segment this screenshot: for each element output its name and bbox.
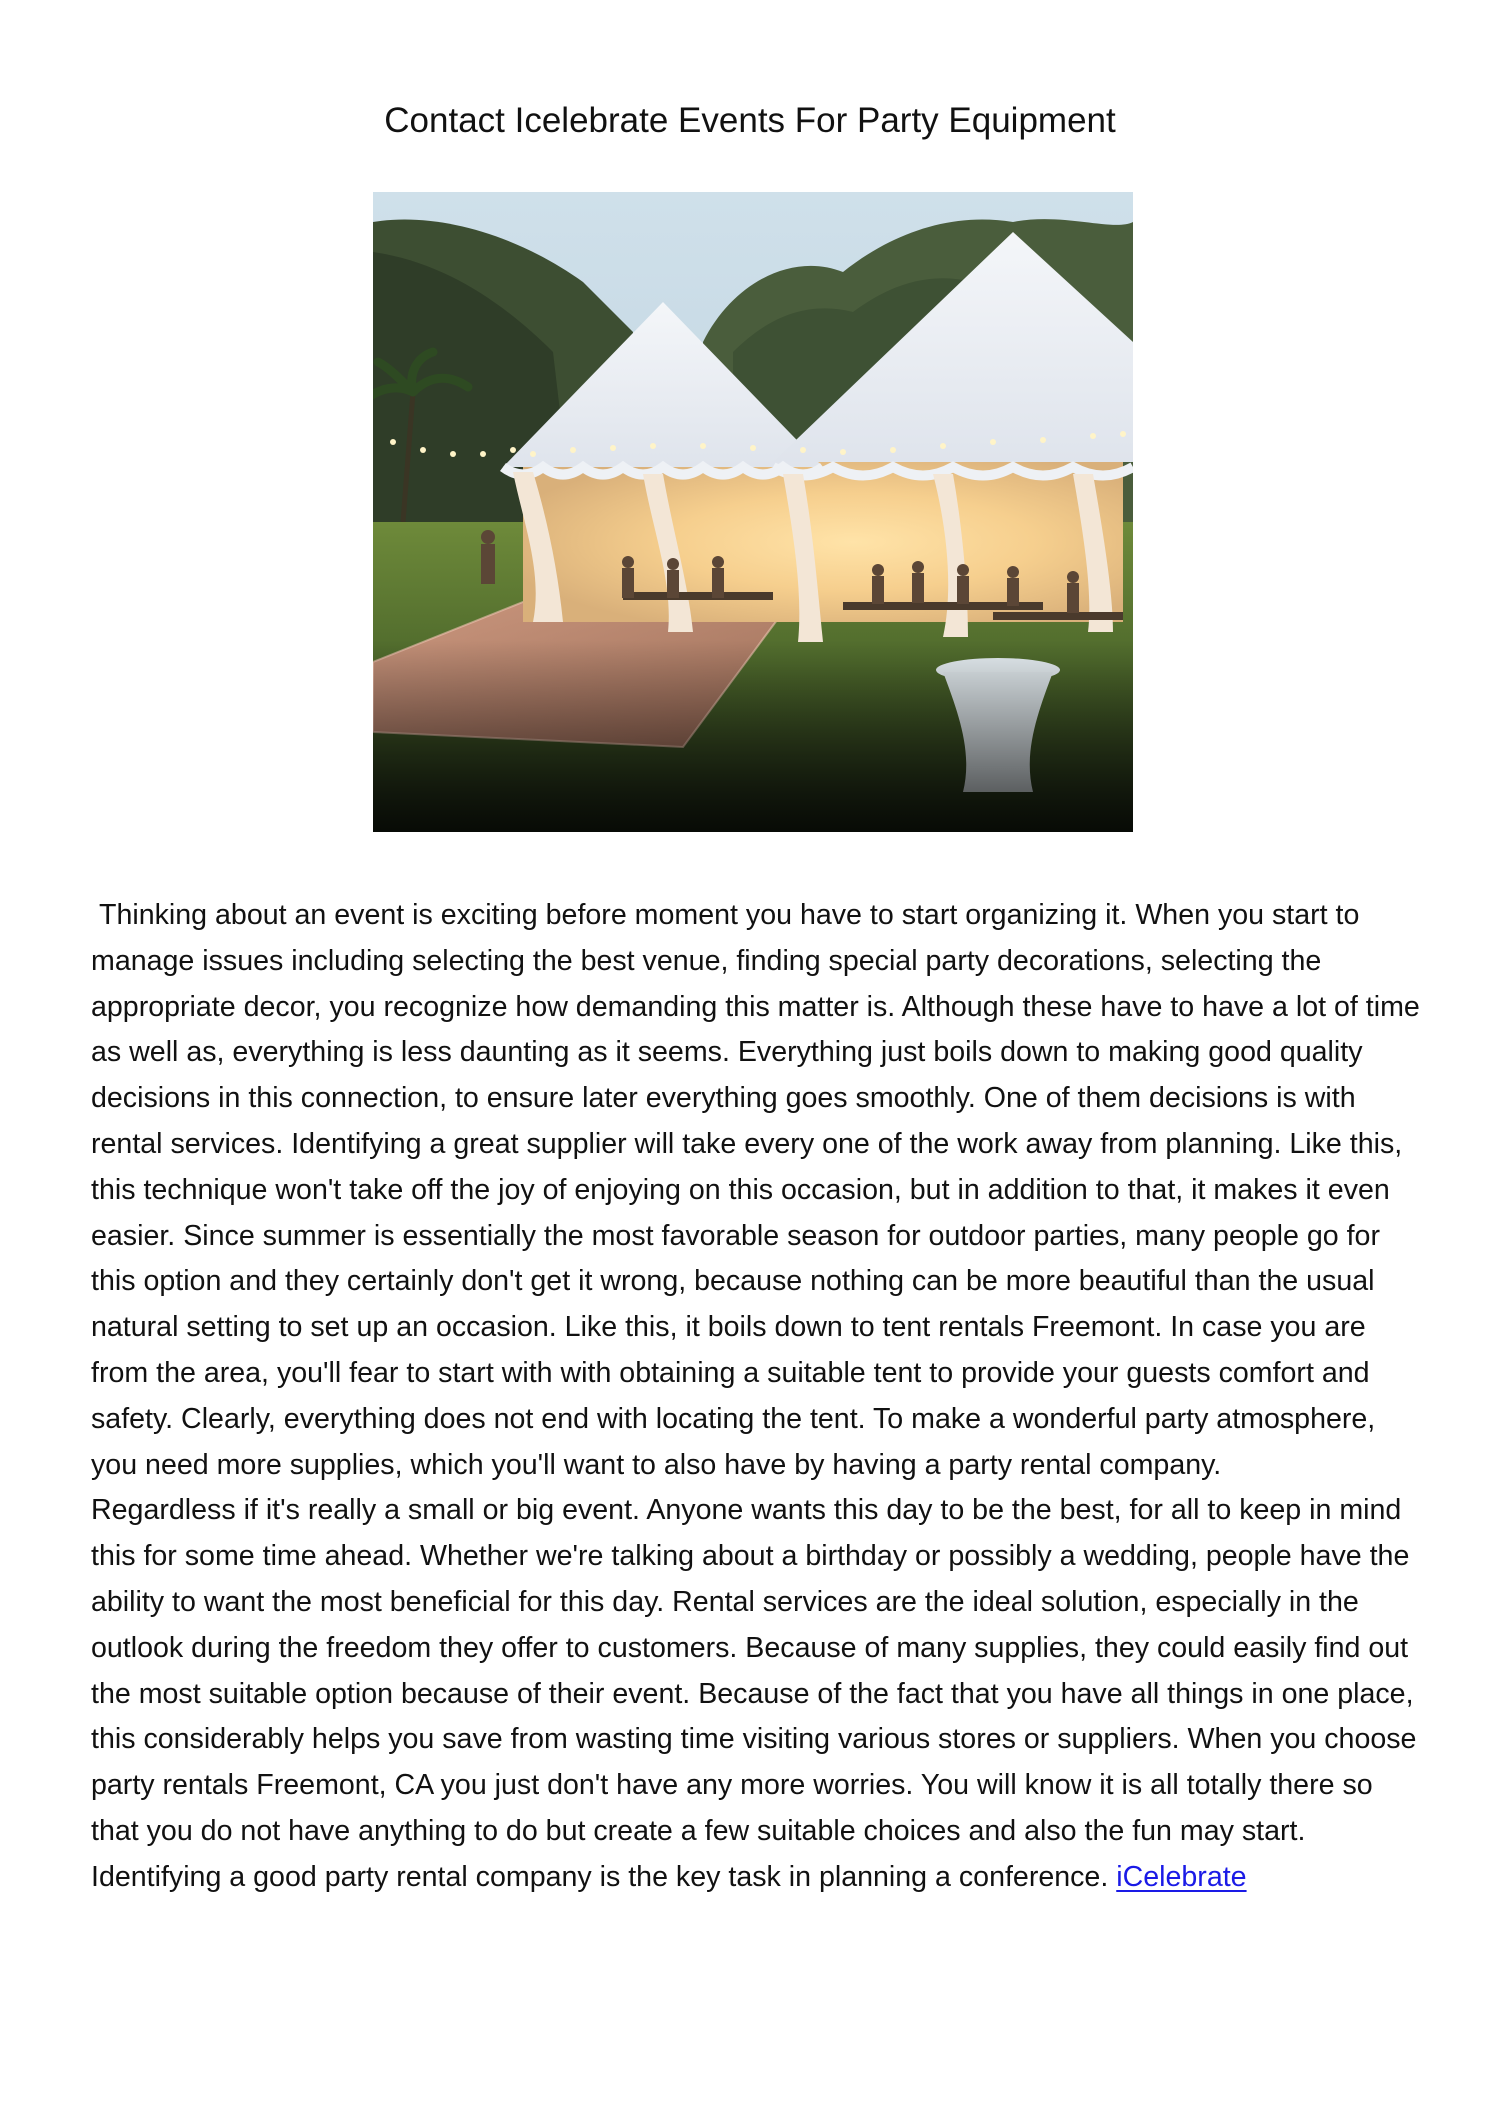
tent-party-illustration [373, 192, 1133, 832]
paragraph-3 [91, 1855, 1421, 1901]
page-title: Contact Icelebrate Events For Party Equipment [384, 101, 1116, 140]
paragraph-3-text: Identifying a good party rental company is the key task in planning a conference. [91, 1860, 1117, 1893]
paragraph-1: Thinking about an event is exciting before moment you have to start organizing it. When you start to manage issues including selecting the best venue, finding special party decorations, selecting the appropriate decor, you recognize how demanding this matter is. Although these have to have a lot of time as well as, everything is less daunting as it seems. Everything just boils down to making good quality decisions in this connection, to ensure later everything goes smoothly. One of them decisions is with rental services. Identifying a great supplier will take every one of the work away from planning. Like this, this technique won't take off the joy of enjoying on this occasion, but in addition to that, it makes it even easier. Since summer is essentially the most favorable season for outdoor parties, many people go for this option and they certainly don't get it wrong, because nothing can be more beautiful than the usual natural setting to set up an occasion. Like this, it boils down to tent rentals Freemont. In case you are from the area, you'll fear to start with with obtaining a suitable tent to provide your guests comfort and safety. Clearly, everything does not end with locating the tent. To make a wonderful party atmosphere, you need more supplies, which you'll want to also have by having a party rental company. [91, 899, 1420, 1481]
paragraph-2: Regardless if it's really a small or big event. Anyone wants this day to be the best, for all to keep in mind this for some time ahead. Whether we're talking about a birthday or possibly a wedding, people have the ability to want the most beneficial for this day. Rental services are the ideal solution, especially in the outlook during the freedom they offer to customers. Because of many supplies, they could easily find out the most suitable option because of their event. Because of the fact that you have all things in one place, this considerably helps you save from wasting time visiting various stores or suppliers. When you choose party rentals Freemont, CA you just don't have any more worries. You will know it is all totally there so that you do not have anything to do but create a few suitable choices and also the fun may start. [91, 1494, 1417, 1847]
icelebrate-link[interactable]: iCelebrate [1116, 1860, 1247, 1893]
tent-party-photo [373, 192, 1133, 832]
article-body [91, 893, 1421, 1901]
